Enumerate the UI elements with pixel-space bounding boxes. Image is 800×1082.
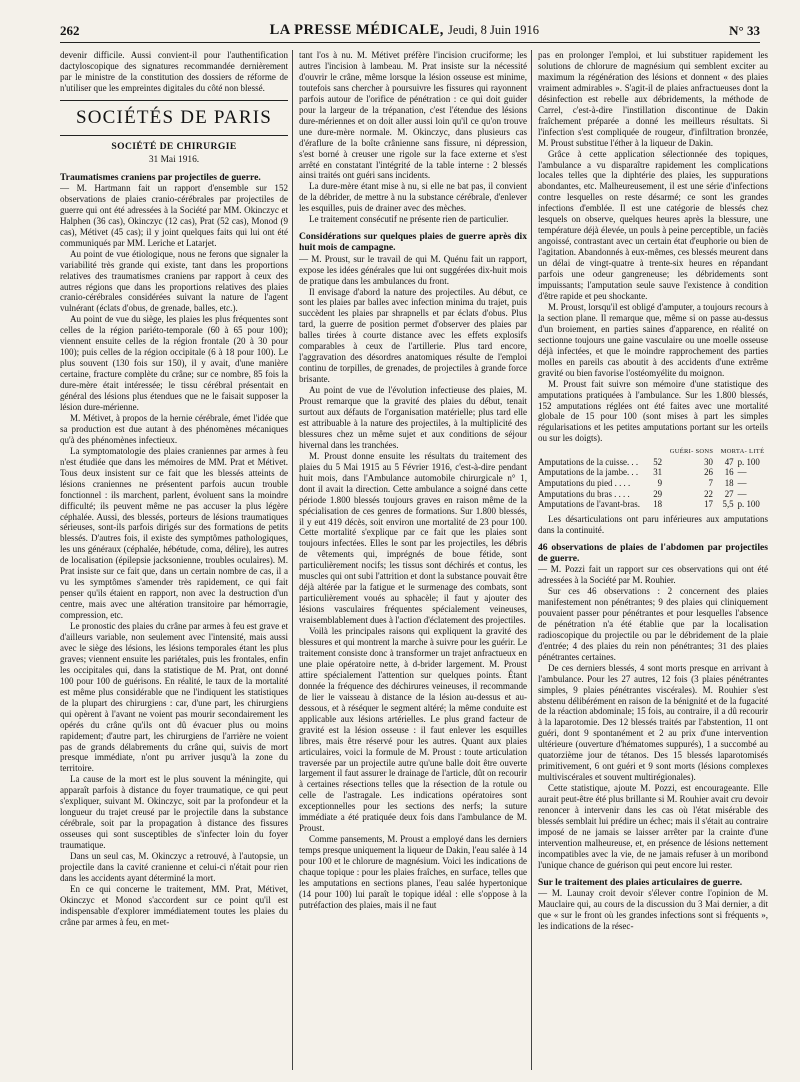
table-header-cell [652, 447, 666, 457]
column-divider [292, 50, 293, 1070]
paragraph: Cette statistique, ajoute M. Pozzi, est encourageante. Elle aurait peut-être été plus brillante si M. Rouhier avait cru devoir renoncer à intervenir dans les cas où l'état misérable des blessés semblait lui prédire un échec; mais il s'était au contraire imposé de ne jamais se laisser arrêter par la crainte d'une intervention malheureuse, et, en présence de lésions nettement incompatibles avec la vie, de ne jamais refuser à un moribond l'unique chance de guérison qui peut encore lui rester. [538, 783, 768, 870]
table-row [538, 467, 768, 478]
column-divider [531, 50, 532, 1070]
table-header-cell: GUÉRI- SONS [669, 448, 714, 456]
paragraph: De ces derniers blessés, 4 sont morts presque en arrivant à l'ambulance. Pour les 27 autres, 12 fois (3 plaies pénétrantes simples, 9 plaies pénétrantes viscérales). M. Rouhier s'est abstenu délibérément en raison de la bénignité et de la fugacité de la réaction abdominale; 15 fois, au contraire, il a dû recourir à la laparotomie. Des 12 blessés traités par l'abstention, 11 ont guéri, dont 9 spontanément et 2 au prix d'une intervention ultérieure (ouverture d'hématomes suppurés), 1 a succombé au quatorzième jour de tétanos. Des 15 blessés laparotomisés primitivement, 6 ont guéri et 9 sont morts (lésions complexes multiviscérales et souvent multirégionales). [538, 662, 768, 783]
paragraph: tant l'os à nu. M. Métivet préfère l'incision cruciforme; les autres l'incision à lambeau. M. Prat insiste sur la nécessité d'ouvrir le crâne, même lorsque la lésion osseuse est minime, toutefois sans chercher à poursuivre les fissures qui rayonnent parfois autour de l'orifice de pénétration : ce qui doit guider pour la largeur de la trépanation, c'est l'étendue des lésions dure-mériennes et on doit aller aussi loin qu'il ce qu'on trouve une dure-mère normale. M. Okinczyc, dans plusieurs cas d'éraflure de la boîte crânienne sans fissure, ni dépression, s'est borné à creuser une rigole sur la face externe et s'est arrêté en constatant l'intégrité de la table interne : 2 blessés ainsi traités ont guéri sans incidents. [299, 50, 527, 181]
paragraph: M. Proust donne ensuite les résultats du traitement des plaies du 5 Mai 1915 au 5 Février 1916, c'est-à-dire pendant huit mois, dans l'Ambulance automobile chirurgicale n° 1, dont il avait la direction. Cette ambulance a soigné dans cette période 1.800 blessés toujours graves en raison même de la spécialisation de ces genres de formations. Sur 1.800 blessés, il y eut 419 décès, soit environ une mortalité de 23 pour 100. Cette mortalité s'explique par ce fait que les plaies sont toujours infectées. Elles le sont par les projectiles, les débris de vêtements qui, imprégnés de boue fétide, sont particulièrement nocifs; les tissus sont déchirés et contus, les muscles qui ont subi l'attrition et dont la substance pouvait être déjà altérée par la fatigue et le surmenage des combats, sont particulièrement voués au sphacèle; il faut y ajouter des lésions vasculaires fréquentes spécialement veineuses, vraisemblablement dues à l'action d'éclatement des projectiles. [299, 450, 527, 626]
table-header-row [538, 447, 768, 457]
journal-name: LA PRESSE MÉDICALE, [269, 22, 444, 38]
table-row [538, 499, 768, 510]
paragraph: La dure-mère étant mise à nu, si elle ne bat pas, il convient de la débrider, de mettre à nu la substance cérébrale, d'enlever les esquilles, puis de drainer avec des mèches. [299, 181, 527, 214]
paragraph: Comme pansements, M. Proust a employé dans les derniers temps presque uniquement la liqueur de Dakin, l'eau salée à 14 pour 100 et le chlorure de magnésium. Voici les indications de chaque topique : pour les plaies fraîches, en surface, telles que les amputations en sections planes, l'eau salée hypertonique (14 pour 100) lui paraît le topique idéal : elle s'oppose à la putréfaction des plaies, mais il ne faut [299, 834, 527, 910]
table-header-cell [538, 447, 652, 457]
paragraph: Au point de vue de l'évolution infectieuse des plaies, M. Proust remarque que la gravité des plaies du début, tenait surtout aux défauts de l'organisation matérielle; plus tard elle est attribuable à la nature des projectiles, à la multiplicité des blessures chez un même sujet et aux conditions de séjour hivernal dans les tranchées. [299, 385, 527, 450]
cell-count: 52 [653, 456, 663, 467]
paragraph: M. Proust, lorsqu'il est obligé d'amputer, a toujours recours à la section plane. Il remarque que, même si on passe au-dessus d'un broiement, en parties saines d'apparence, en réalité on sectionne toujours une gaine vasculaire ou une moelle osseuse déjà infectées, et que le moindre rapprochement des parties molles en pareils cas aboutit à des accidents d'une extrême gravité ou bien favorise l'ostéomyélite du moignon. [538, 301, 768, 378]
page-number: 262 [60, 23, 80, 38]
society-date: 31 Mai 1916. [148, 154, 200, 165]
amputation-stats-table [538, 447, 768, 509]
cell-unit: p. 100 [737, 499, 760, 510]
section-title: SOCIÉTÉS DE PARIS [60, 100, 288, 136]
paragraph: Le pronostic des plaies du crâne par armes à feu est grave et d'ailleurs variable, non seulement avec l'intensité, mais aussi avec le siège des lésions, les lésions temporales étant les plus graves; viennent ensuite les pariétales, puis les frontales, enfin les occipitales qui, dans la statistique de M. Prat, ont donné 100 pour 100 de guérisons. En réalité, le taux de la mortalité est même plus considérable que ne l'indiquent les statistiques de la plupart des chirurgiens : car, d'une part, les chirurgiens qui opèrent à l'avant ne voient pas mourir secondairement les opérés du crâne qu'ils ont dû évacuer plus ou moins rapidement; d'autre part, les chirurgiens de l'arrière ne voient pas de grands délabrements du crâne qui, suivis de mort presque immédiate, n'ont pu arriver jusqu'à la zone du territoire. [60, 621, 288, 774]
cell-unit: — [737, 488, 747, 499]
cell-cured: 30 [704, 456, 713, 467]
cell-unit: p. 100 [737, 456, 760, 467]
paragraph: Le traitement consécutif ne présente rien de particulier. [309, 214, 509, 225]
paragraph: Voilà les principales raisons qui expliquent la gravité des blessures et qui montrent la marche à suivre pour les guérir. Le traitement consiste donc à transformer un trajet anfractueux en une plaie opératoire nette, à d-brider largement. M. Proust attire spécialement l'attention sur quelques points. Étant donnée la fréquence des déchirures veineuses, il recommande de lier le vaisseau à distance de la lésion au-dessus et au-dessous, et à réséquer le segment altéré; la même conduite est applicable aux lésions artérielles. Le plus grand facteur de gravité est la lésion osseuse : il faut enlever les esquilles libres, mais être réservé pour les autres. Quant aux plaies articulaires, voici la formule de M. Proust : toute articulation traversée par un projectile autre qu'une balle doit être ouverte largement il faut assurer le drainage de l'article, dût on recourir à certaines résections telles que la résection de la rotule ou celle de l'astragale. Les indications opératoires sont exceptionnelles pour les sections des nerfs; la suture immédiate a été pratiquée deux fois dans l'ambulance de M. Proust. [299, 626, 527, 834]
table-row [538, 489, 768, 500]
paragraph: La symptomatologie des plaies craniennes par armes à feu n'est étudiée que dans les mémoires de MM. Prat et Métivet. Tous deux insistent sur ce fait que les blessés atteints de lésions craniennes ne présentent parfois aucun trouble fonctionnel : ils marchent, parlent, évoluent sans la moindre difficulté; ils peuvent même ne pas accuser la plus légère céphalée. Aussi, des blessés, porteurs de lésions traumatiques sérieuses, sont-ils parfois dirigés sur des formations de petits blessés. D'autres fois, il existe des symptômes pathologiques, les uns généraux (céphalée, hébétude, coma, délire), les autres de localisation (épilepsie jacksonienne, troubles oculaires). M. Prat insiste sur ce fait que, dans un certain nombre de cas, il a vu les symptômes s'amender très rapidement, ce qui fait penser qu'ils étaient en rapport, non avec la destruction d'un centre, mais avec une altération transitoire par hémorragie, compression, etc. [60, 445, 288, 621]
cell-unit: — [737, 478, 747, 488]
paragraph: La cause de la mort est le plus souvent la méningite, qui apparaît parfois à distance du foyer traumatique, ce qui peut s'expliquer, suivant M. Okinczyc, soit par la profondeur et la longueur du trajet creusé par le projectile dans la substance cérébrale, soit par la propagation à distance des fissures osseuses qui sont susceptibles de s'infecter loin du foyer traumatique. [60, 774, 288, 851]
paragraph: Au point de vue du siège, les plaies les plus fréquentes sont celles de la région pariéto-temporale (60 à 65 pour 100); viennent ensuite celles de la région frontale (20 à 30 pour 100); puis celles de la région occipitale (6 à 18 pour 100). Le plus souvent (130 fois sur 150), il y avait, d'une manière certaine, fracture complète du crâne; sur ce nombre, 85 fois la dure-mère était intéressée; le tissu cérébral présentait en général des lésions plus étendues que ne le faisait supposer la lésion dure-mérienne. [60, 314, 288, 412]
row-label: Amputations du pied . . . . [538, 478, 631, 488]
paragraph: Sur ces 46 observations : 2 concernent des plaies manifestement non pénétrantes; 9 des plaies qui cliniquement pouvaient passer pour pénétrantes et pour lesquelles l'absence de pénétration n'a été établie que par la localisation radioscopique du projectile ou par le débridement de la plaie d'entrée; 4 des plaies du rein non pénétrantes; 31 des plaies pénétrantes certaines. [538, 586, 768, 662]
row-label: Amputations du bras . . . . [538, 488, 630, 499]
paragraph: M. Proust fait suivre son mémoire d'une statistique des amputations pratiquées à l'ambulance. Sur les 1.800 blessés, 152 amputations réglées ont été faites avec une mortalité globale de 15 pour 100 (sont mises à part les simples régularisations et les petites amputations portant sur les orteils ou sur les doigts). [538, 378, 768, 444]
cell-cured: 22 [704, 488, 713, 499]
paragraph: Au point de vue étiologique, nous ne ferons que signaler la variabilité très grande qui existe, tant dans les proportions relatives des traumatismes craniens par rapport à ceux des autres régions que dans les proportions relatives des plaies cranio-cérébrales considérées suivant la nature de l'agent vulnérant (éclats d'obus, de grenade, balles, etc.). [60, 248, 288, 314]
cell-mortality: 18 [724, 478, 734, 488]
table-header-cell: MORTA- LITÉ [720, 448, 765, 456]
cell-count: 9 [657, 478, 663, 488]
cell-count: 31 [653, 467, 663, 478]
cell-mortality: 27 [724, 488, 734, 499]
table-row [538, 478, 768, 489]
society-heading: SOCIÉTÉ DE CHIRURGIE [111, 140, 237, 152]
paragraph: Dans un seul cas, M. Okinczyc a retrouvé, à l'autopsie, un projectile dans la cavité cranienne et celui-ci n'était pour rien dans les accidents ayant déterminé la mort. [60, 851, 288, 883]
row-label: Amputations de la jambe. . . [538, 467, 639, 478]
journal-title [270, 22, 539, 42]
row-label: Amputations de la cuisse. . . [538, 456, 639, 467]
row-label: Amputations de l'avant-bras. [538, 499, 640, 510]
paragraph: M. Métivet, à propos de la hernie cérébrale, émet l'idée que sa production est due autant à des phénomènes mécaniques qu'à des phénomènes infectieux. [60, 412, 288, 445]
cell-unit: — [737, 467, 747, 478]
column-2 [299, 50, 527, 1070]
issue-date: Jeudi, 8 Juin 1916 [448, 23, 540, 37]
cell-count: 29 [653, 488, 663, 499]
table-row [538, 457, 768, 468]
paragraph: En ce qui concerne le traitement, MM. Prat, Métivet, Okinczyc et Monod s'accordent sur ce point qu'il est indispensable d'explorer immédiatement toutes les plaies du crâne par armes à feu, en met- [60, 883, 288, 927]
article-heading: Traumatismes craniens par projectiles de guerre. [60, 171, 261, 183]
paragraph: pas en prolonger l'emploi, et lui substituer rapidement les solutions de chlorure de magnésium qui semblent exciter au maximum la régénération des lésions et donnent « des plaies vraiment admirables ». S'agit-il de plaies anfractueuses dont la désinfection est rebelle aux débridements, la méthode de Carrel, c'est-à-dire l'instillation discontinue de Dakin fraîchement préparée a donné les meilleurs résultats. Si l'infection s'est compliquée de rougeur, d'infiltration bronzée, M. Proust substitue l'éther à la liqueur de Dakin. [538, 50, 768, 148]
paragraph: — M. Proust, sur le travail de qui M. Quénu fait un rapport, expose les idées générales que lui ont suggérées dix-huit mois de pratique dans les ambulances du front. [299, 253, 527, 286]
paragraph: Grâce à cette application sélectionnée des topiques, l'ambulance a vu disparaître rapidement les complications locales telles que la diphtérie des plaies, les suppurations abondantes, etc. Malheureusement, il est une série d'infections contre lesquelles on reste désarmé; ce sont les grandes infections d'emblée. Il est une catégorie de blessés chez lesquels on observe, quelques heures après la blessure, une température déjà élevée, un pouls à peine perceptible, un faciès angoissé, contrastant avec un certain état d'euphorie ou bien de l'agitation. Abandonnés à eux-mêmes, ces blessés meurent dans un délai de vingt-quatre à trente-six heures en répandant parfois une odeur gangreneuse; les débridements sont impuissants; l'amputation seule sauve l'existence à condition d'être rapide et peu shockante. [538, 148, 768, 301]
paragraph: Il envisage d'abord la nature des projectiles. Au début, ce sont les plaies par balles avec infection minima du trajet, puis succèdent les plaies par shrapnells et par éclats d'obus. Plus tard, la guerre de position permet d'observer des plaies par balles tirées à courte distance avec les effets explosifs comparables à ceux de l'artillerie. Plus tard encore, l'aggravation des désordres anatomiques résulte de l'emploi continu de torpilles, de grenades, de projectiles à grande force brisante. [299, 286, 527, 385]
paragraph: Les désarticulations ont paru inférieures aux amputations dans la continuité. [538, 513, 768, 535]
column-3 [538, 50, 768, 1070]
cell-cured: 7 [708, 478, 713, 488]
cell-cured: 26 [704, 467, 713, 478]
cell-count: 18 [653, 499, 663, 510]
paragraph: — M. Pozzi fait un rapport sur ces observations qui ont été adressées à la Société par M. Rouhier. [538, 564, 768, 586]
issue-number: N° 33 [729, 23, 760, 38]
cell-mortality: 16 [724, 467, 734, 478]
paragraph: — M. Launay croit devoir s'élever contre l'opinion de M. Mauclaire qui, au cours de la discussion du 3 Mai dernier, a dit que « sur le front où les grandes infections sont si fréquents », les indications de la résec- [538, 887, 768, 931]
article-heading: Considérations sur quelques plaies de guerre après dix huit mois de campagne. [299, 231, 527, 254]
cell-mortality: 47 [724, 456, 734, 467]
cell-cured: 17 [704, 499, 713, 510]
cell-mortality: 5,5 [722, 499, 734, 510]
column-1 [60, 50, 288, 1070]
paragraph: devenir difficile. Aussi convient-il pour l'authentification dactyloscopique des signatures recommandée dernièrement par le ministre de la constitution des dossiers de réforme de n'utiliser que les empreintes digitales du côté non blessé. [60, 50, 288, 93]
paragraph: — M. Hartmann fait un rapport d'ensemble sur 152 observations de plaies cranio-cérébrales par projectiles de guerre qui ont été adressées à la Société par MM. Okinczyc et Halphen (36 cas), Okinczyc (12 cas), Prat (52 cas), Monod (9 cas), Métivet (45 cas); il y joint quelques faits qui lui ont été communiqués par MM. Leriche et Latarjet. [60, 182, 288, 248]
article-heading: 46 observations de plaies de l'abdomen par projectiles de guerre. [538, 541, 768, 564]
page-header [60, 16, 760, 43]
article-heading: Sur le traitement des plaies articulaires de guerre. [538, 876, 743, 888]
